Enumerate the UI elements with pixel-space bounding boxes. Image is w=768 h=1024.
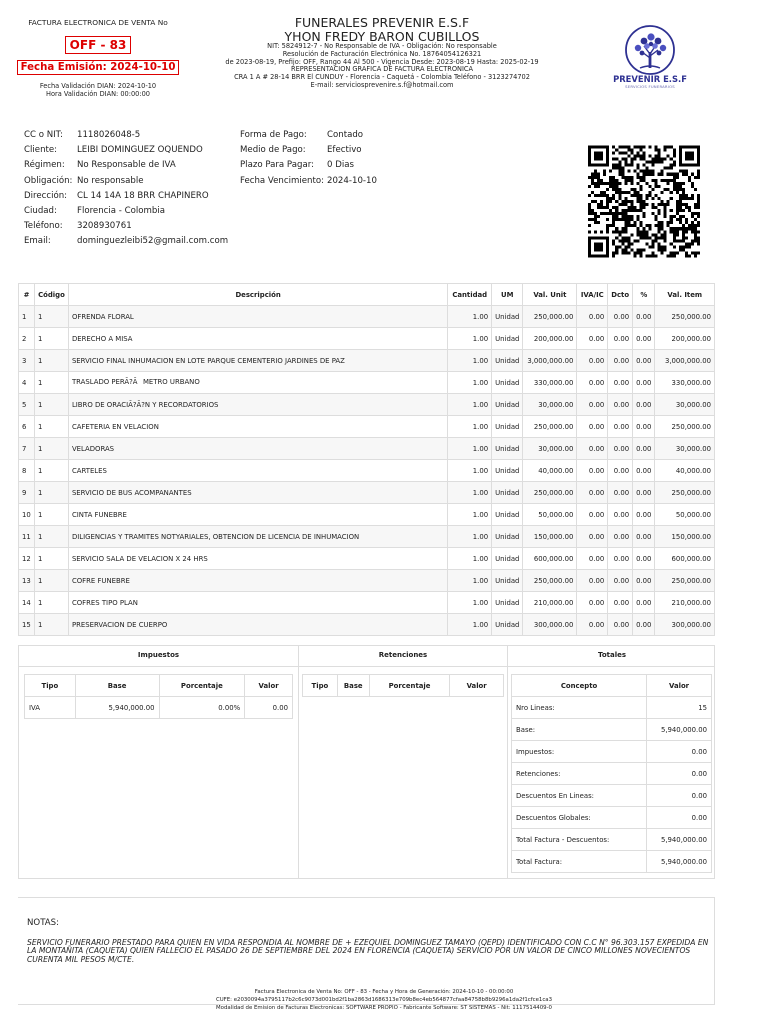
table-cell: 0.00 [633,570,655,592]
table-cell: 1 [34,592,68,614]
table-cell: 1.00 [448,460,492,482]
table-row [19,614,715,636]
table-cell: 6 [19,416,35,438]
table-cell: 0.00 [577,504,608,526]
table-row [19,526,715,548]
table-cell: 250,000.00 [523,416,577,438]
table-cell: Unidad [492,460,523,482]
table-cell: 9 [19,482,35,504]
table-cell: SERVICIO DE BUS ACOMPANANTES [68,482,447,504]
payment-label: Medio de Pago: [240,145,306,156]
table-cell: Nro Lineas: [512,697,647,719]
table-cell: CARTELES [68,460,447,482]
table-cell: 30,000.00 [655,394,715,416]
table-row [19,394,715,416]
table-cell: 3 [19,350,35,372]
taxes-table [24,674,293,719]
tax-row [25,697,293,719]
payment-label: Forma de Pago: [240,130,307,140]
table-cell: 200,000.00 [523,328,577,350]
client-row [24,145,228,160]
table-cell: 1.00 [448,548,492,570]
table-cell: 0.00 [608,614,633,636]
table-cell: 0.00 [633,504,655,526]
table-cell: 1.00 [448,372,492,394]
table-cell: 13 [19,570,35,592]
table-cell: 5,940,000.00 [75,697,159,719]
table-cell: Unidad [492,592,523,614]
payment-row [240,176,377,191]
table-cell: 1 [34,394,68,416]
items-table [18,283,715,636]
table-cell: 1 [34,548,68,570]
withholdings-table [302,674,504,697]
table-cell: 0.00 [577,328,608,350]
company-block [196,16,568,90]
client-row [24,130,228,145]
company-address: CRA 1 A # 28-14 BRR El CUNDUY - Florencia - Caquetá - Colombia Teléfono - 3123274702 [234,73,530,82]
table-cell: 0.00 [633,548,655,570]
table-cell: 0.00 [608,416,633,438]
column-header: Concepto [512,675,647,697]
table-cell: 0.00 [647,785,712,807]
client-label: Ciudad: [24,205,57,216]
payment-value: 2024-10-10 [327,175,377,186]
client-value: CL 14 14A 18 BRR CHAPINERO [77,190,209,201]
client-label: Obligación: [24,175,73,186]
table-cell: 0.00 [577,438,608,460]
payment-value: 0 Dias [327,160,354,171]
table-cell: 1.00 [448,438,492,460]
table-cell: 12 [19,548,35,570]
table-cell: 210,000.00 [655,592,715,614]
table-cell: 0.00 [608,306,633,328]
table-cell: Retenciones: [512,763,647,785]
table-cell: 7 [19,438,35,460]
table-cell: 0.00 [633,416,655,438]
table-cell: 0.00 [577,460,608,482]
column-header: Val. Unit [523,284,577,306]
totals-title: Totales [597,651,627,659]
table-cell: 40,000.00 [655,460,715,482]
column-header: # [19,284,35,306]
footer-software: Modalidad de Emision de Facturas Electronicas: SOFTWARE PROPIO - Fabricante Software: ST SISTEMAS - Nit: 1117514409-0 [216,1005,552,1012]
table-cell: Descuentos En Lineas: [512,785,647,807]
column-header: Porcentaje [369,675,450,697]
table-cell: 0.00 [647,741,712,763]
table-cell: 200,000.00 [655,328,715,350]
table-cell: 210,000.00 [523,592,577,614]
table-cell: 0.00 [633,592,655,614]
payment-label: Plazo Para Pagar: [240,160,314,171]
table-cell: 1 [34,372,68,394]
withholdings-title: Retenciones [378,651,428,659]
client-value: dominguezleibi52@gmail.com.com [77,236,229,247]
table-row [19,570,715,592]
table-row [19,350,715,372]
logo-subtext: SERVICIOS FUNERARIOS [625,84,675,89]
items-header-row [19,284,715,306]
client-row [24,176,228,191]
table-cell: 0.00 [633,460,655,482]
table-cell: 1.00 [448,394,492,416]
client-row [24,160,228,175]
column-header: Val. Item [655,284,715,306]
column-header: Descripción [68,284,447,306]
table-cell: 0.00 [608,548,633,570]
table-cell: COFRES TIPO PLAN [68,592,447,614]
table-cell: 0.00 [577,372,608,394]
table-cell: CINTA FUNEBRE [68,504,447,526]
table-cell: 150,000.00 [655,526,715,548]
client-value: 1118026048-5 [77,130,141,140]
payment-value: Efectivo [327,145,362,156]
table-cell: Unidad [492,504,523,526]
company-logo [608,24,692,96]
column-header: Valor [450,675,504,697]
table-cell: 600,000.00 [655,548,715,570]
table-cell: 5,940,000.00 [647,851,712,873]
emission-date: Fecha Emisión: 2024-10-10 [17,60,180,75]
table-cell: 330,000.00 [523,372,577,394]
client-label: Régimen: [24,160,65,171]
table-row [19,372,715,394]
table-cell: 0.00 [633,482,655,504]
table-cell: 0.00 [647,807,712,829]
table-cell: 8 [19,460,35,482]
footer [0,988,768,1013]
column-header: Tipo [25,675,76,697]
table-cell: 250,000.00 [523,306,577,328]
table-cell: 1 [34,460,68,482]
table-cell: 1 [34,482,68,504]
table-cell: Unidad [492,438,523,460]
table-cell: 1 [34,570,68,592]
table-cell: Unidad [492,526,523,548]
client-value: 3208930761 [77,221,132,232]
table-cell: 0.00 [577,416,608,438]
client-value: LEIBI DOMINGUEZ OQUENDO [77,145,203,156]
table-cell: PRESERVACION DE CUERPO [68,614,447,636]
table-cell: 330,000.00 [655,372,715,394]
table-cell: 1 [34,328,68,350]
column-header: % [633,284,655,306]
totals-row [512,829,712,851]
client-label: Dirección: [24,190,68,201]
column-header: Cantidad [448,284,492,306]
table-cell: 250,000.00 [655,306,715,328]
table-cell: DILIGENCIAS Y TRAMITES NOTYARIALES, OBTENCION DE LICENCIA DE INHUMACION [68,526,447,548]
qr-code-icon [588,143,700,260]
table-cell: 4 [19,372,35,394]
company-email: E-mail: serviciosprevenire.s.f@hotmail.com [310,80,454,89]
table-cell: 0.00 [577,614,608,636]
table-cell: 30,000.00 [523,438,577,460]
payment-row [240,145,377,160]
client-label: Cliente: [24,145,58,156]
column-header: Valor [245,675,293,697]
column-header: Base [337,675,369,697]
table-cell: 0.00 [608,592,633,614]
table-cell: 5,940,000.00 [647,829,712,851]
table-cell: 0.00 [577,592,608,614]
table-cell: 0.00 [577,526,608,548]
table-cell: VELADORAS [68,438,447,460]
table-cell: 1 [34,350,68,372]
resolution-range: de 2023-08-19, Prefijo: OFF, Rango 44 Al 500 - Vigencia Desde: 2023-08-19 Hasta: 2025-02-19 [225,57,539,66]
table-cell: COFRE FUNEBRE [68,570,447,592]
table-cell: Impuestos: [512,741,647,763]
table-cell: DERECHO A MISA [68,328,447,350]
column-header: UM [492,284,523,306]
table-row [19,328,715,350]
client-row [24,191,228,206]
company-nit: NIT: 5824912-7 - No Responsable de IVA - Obligación: No responsable [267,42,497,50]
table-cell: 1 [34,504,68,526]
taxes-title: Impuestos [137,651,180,659]
table-cell: Unidad [492,416,523,438]
invoice-id-block [8,18,188,98]
table-cell: 0.00 [577,350,608,372]
table-cell: 250,000.00 [655,570,715,592]
table-cell: 14 [19,592,35,614]
table-row [19,482,715,504]
table-cell: 0.00 [633,526,655,548]
table-cell: 0.00 [577,394,608,416]
totals-table [511,674,712,873]
table-cell: 5 [19,394,35,416]
table-cell: 0.00 [633,306,655,328]
table-cell: 1 [19,306,35,328]
table-cell: 300,000.00 [655,614,715,636]
table-cell: 0.00 [608,526,633,548]
table-cell: 0.00 [608,482,633,504]
table-cell: 0.00 [608,504,633,526]
client-row [24,221,228,236]
table-cell: Unidad [492,548,523,570]
table-cell: 2 [19,328,35,350]
company-name: FUNERALES PREVENIR E.S.F [294,15,470,30]
table-cell: 40,000.00 [523,460,577,482]
table-cell: SERVICIO SALA DE VELACION X 24 HRS [68,548,447,570]
table-cell: 3,000,000.00 [655,350,715,372]
table-cell: 0.00 [608,460,633,482]
totals-row [512,719,712,741]
table-cell: 0.00 [633,438,655,460]
table-row [19,504,715,526]
footer-cufe: CUFE: e2030094a3795117b2c6c9073d001bd2f1ba2863d1686313e709b8ec4eb564877cfaa84758b8b9296a1da2f1cfce1ca3 [215,997,553,1004]
table-cell: Unidad [492,306,523,328]
table-cell: 5,940,000.00 [647,719,712,741]
notes-label: NOTAS: [27,918,60,928]
doc-kind: FACTURA ELECTRONICA DE VENTA No [28,18,168,27]
table-cell: 1 [34,416,68,438]
table-cell: 0.00 [633,350,655,372]
column-header: Dcto [608,284,633,306]
tree-icon [624,24,676,76]
invoice-number: OFF - 83 [65,36,132,54]
table-cell: 1.00 [448,614,492,636]
logo-text: PREVENIR E.S.F [613,74,687,84]
table-row [19,416,715,438]
table-cell: 0.00 [608,438,633,460]
table-cell: 0.00 [608,350,633,372]
client-label: Teléfono: [24,221,63,232]
table-row [19,592,715,614]
client-value: No responsable [77,175,144,186]
table-cell: 0.00 [608,394,633,416]
table-cell: 15 [647,697,712,719]
notes-text: SERVICIO FUNERARIO PRESTADO PARA QUIEN EN VIDA RESPONDIA AL NOMBRE DE + EZEQUIEL DOMINGUEZ TAMAYO (QEPD) IDENTIFICADO CON C.C N° 96.303.157 EXPEDIDA EN LA MONTAÑITA (CAQUETA) QUIEN FALLECIO EL PASADO 26 DE SEPTIEMBRE DEL 2024 EN FLORENCIA (CAQUETA) SERVICIO POR UN VALOR DE CINCO MILLONES NOVECIENTOS CURENTA MIL PESOS M/CTE. [27,938,709,964]
table-cell: 1 [34,614,68,636]
table-cell: 150,000.00 [523,526,577,548]
table-cell: 250,000.00 [523,570,577,592]
client-row [24,236,228,251]
table-cell: 0.00 [577,570,608,592]
client-label: CC o NIT: [24,130,63,140]
client-value: No Responsable de IVA [77,160,176,171]
totals-row [512,851,712,873]
table-cell: Unidad [492,570,523,592]
table-cell: 0.00 [633,328,655,350]
table-cell: Unidad [492,328,523,350]
table-cell: Descuentos Globales: [512,807,647,829]
footer-generation: Factura Electronica de Venta No: OFF - 83 - Fecha y Hora de Generación: 2024-10-10 - 00:00:00 [254,989,514,995]
table-cell: 0.00 [647,763,712,785]
table-cell: 1 [34,526,68,548]
table-cell: 1.00 [448,328,492,350]
table-cell: 1.00 [448,350,492,372]
table-cell: Unidad [492,350,523,372]
table-row [19,306,715,328]
table-cell: LIBRO DE ORACIÃ?Ã?N Y RECORDATORIOS [68,394,447,416]
table-cell: 250,000.00 [523,482,577,504]
payment-row [240,160,377,175]
table-cell: Total Factura - Descuentos: [512,829,647,851]
table-cell: 11 [19,526,35,548]
table-cell: Total Factura: [512,851,647,873]
totals-row [512,763,712,785]
summary-section [18,645,715,879]
table-cell: 10 [19,504,35,526]
payment-label: Fecha Vencimiento: [240,175,325,186]
representation: REPRESENTACION GRAFICA DE FACTURA ELECTRONICA [290,65,473,74]
table-cell: 1.00 [448,592,492,614]
payment-value: Contado [327,130,364,140]
table-cell: 1.00 [448,570,492,592]
table-cell: Unidad [492,482,523,504]
table-row [19,548,715,570]
totals-row [512,697,712,719]
table-cell: 3,000,000.00 [523,350,577,372]
table-cell: 15 [19,614,35,636]
table-cell: SERVICIO FINAL INHUMACION EN LOTE PARQUE CEMENTERIO JARDINES DE PAZ [68,350,447,372]
table-cell: TRASLADO PERÃ?ÃMETRO URBANO [68,372,447,394]
totals-row [512,785,712,807]
table-cell: 0.00% [159,697,245,719]
table-cell: 600,000.00 [523,548,577,570]
table-cell: CAFETERIA EN VELACION [68,416,447,438]
client-info [24,130,228,252]
table-cell: 30,000.00 [655,438,715,460]
client-row [24,206,228,221]
table-cell: 0.00 [633,372,655,394]
table-cell: 50,000.00 [655,504,715,526]
column-header: Porcentaje [159,675,245,697]
table-cell: 0.00 [633,394,655,416]
table-cell: 0.00 [245,697,293,719]
column-header: Tipo [303,675,338,697]
table-cell: 30,000.00 [523,394,577,416]
table-cell: 50,000.00 [523,504,577,526]
column-header: Código [34,284,68,306]
table-cell: 1.00 [448,482,492,504]
table-cell: Unidad [492,372,523,394]
table-cell: IVA [25,697,76,719]
table-cell: 300,000.00 [523,614,577,636]
table-cell: 0.00 [608,570,633,592]
table-cell: 0.00 [577,306,608,328]
column-header: IVA/IC [577,284,608,306]
table-cell: OFRENDA FLORAL [68,306,447,328]
table-cell: 250,000.00 [655,416,715,438]
column-header: Base [75,675,159,697]
table-cell: 0.00 [577,548,608,570]
table-row [19,438,715,460]
table-cell: 1.00 [448,416,492,438]
totals-row [512,741,712,763]
table-cell: 1 [34,306,68,328]
table-row [19,460,715,482]
client-value: Florencia - Colombia [77,205,165,216]
table-cell: 0.00 [608,372,633,394]
table-cell: 0.00 [633,614,655,636]
company-owner: YHON FREDY BARON CUBILLOS [284,28,480,44]
validation-date: Fecha Validación DIAN: 2024-10-10 [39,82,157,90]
client-label: Email: [24,236,51,247]
table-cell: 1.00 [448,504,492,526]
totals-row [512,807,712,829]
table-cell: 0.00 [608,328,633,350]
payment-row [240,130,377,145]
table-cell: 1.00 [448,306,492,328]
validation-time: Hora Validación DIAN: 00:00:00 [46,90,150,98]
table-cell: Unidad [492,394,523,416]
table-cell: Unidad [492,614,523,636]
table-cell: 0.00 [577,482,608,504]
table-cell: 250,000.00 [655,482,715,504]
table-cell: 1 [34,438,68,460]
payment-info [240,130,377,191]
table-cell: 1.00 [448,526,492,548]
resolution: Resolución de Facturación Electrónica No. 18764054126321 [282,49,482,58]
column-header: Valor [647,675,712,697]
table-cell: Base: [512,719,647,741]
